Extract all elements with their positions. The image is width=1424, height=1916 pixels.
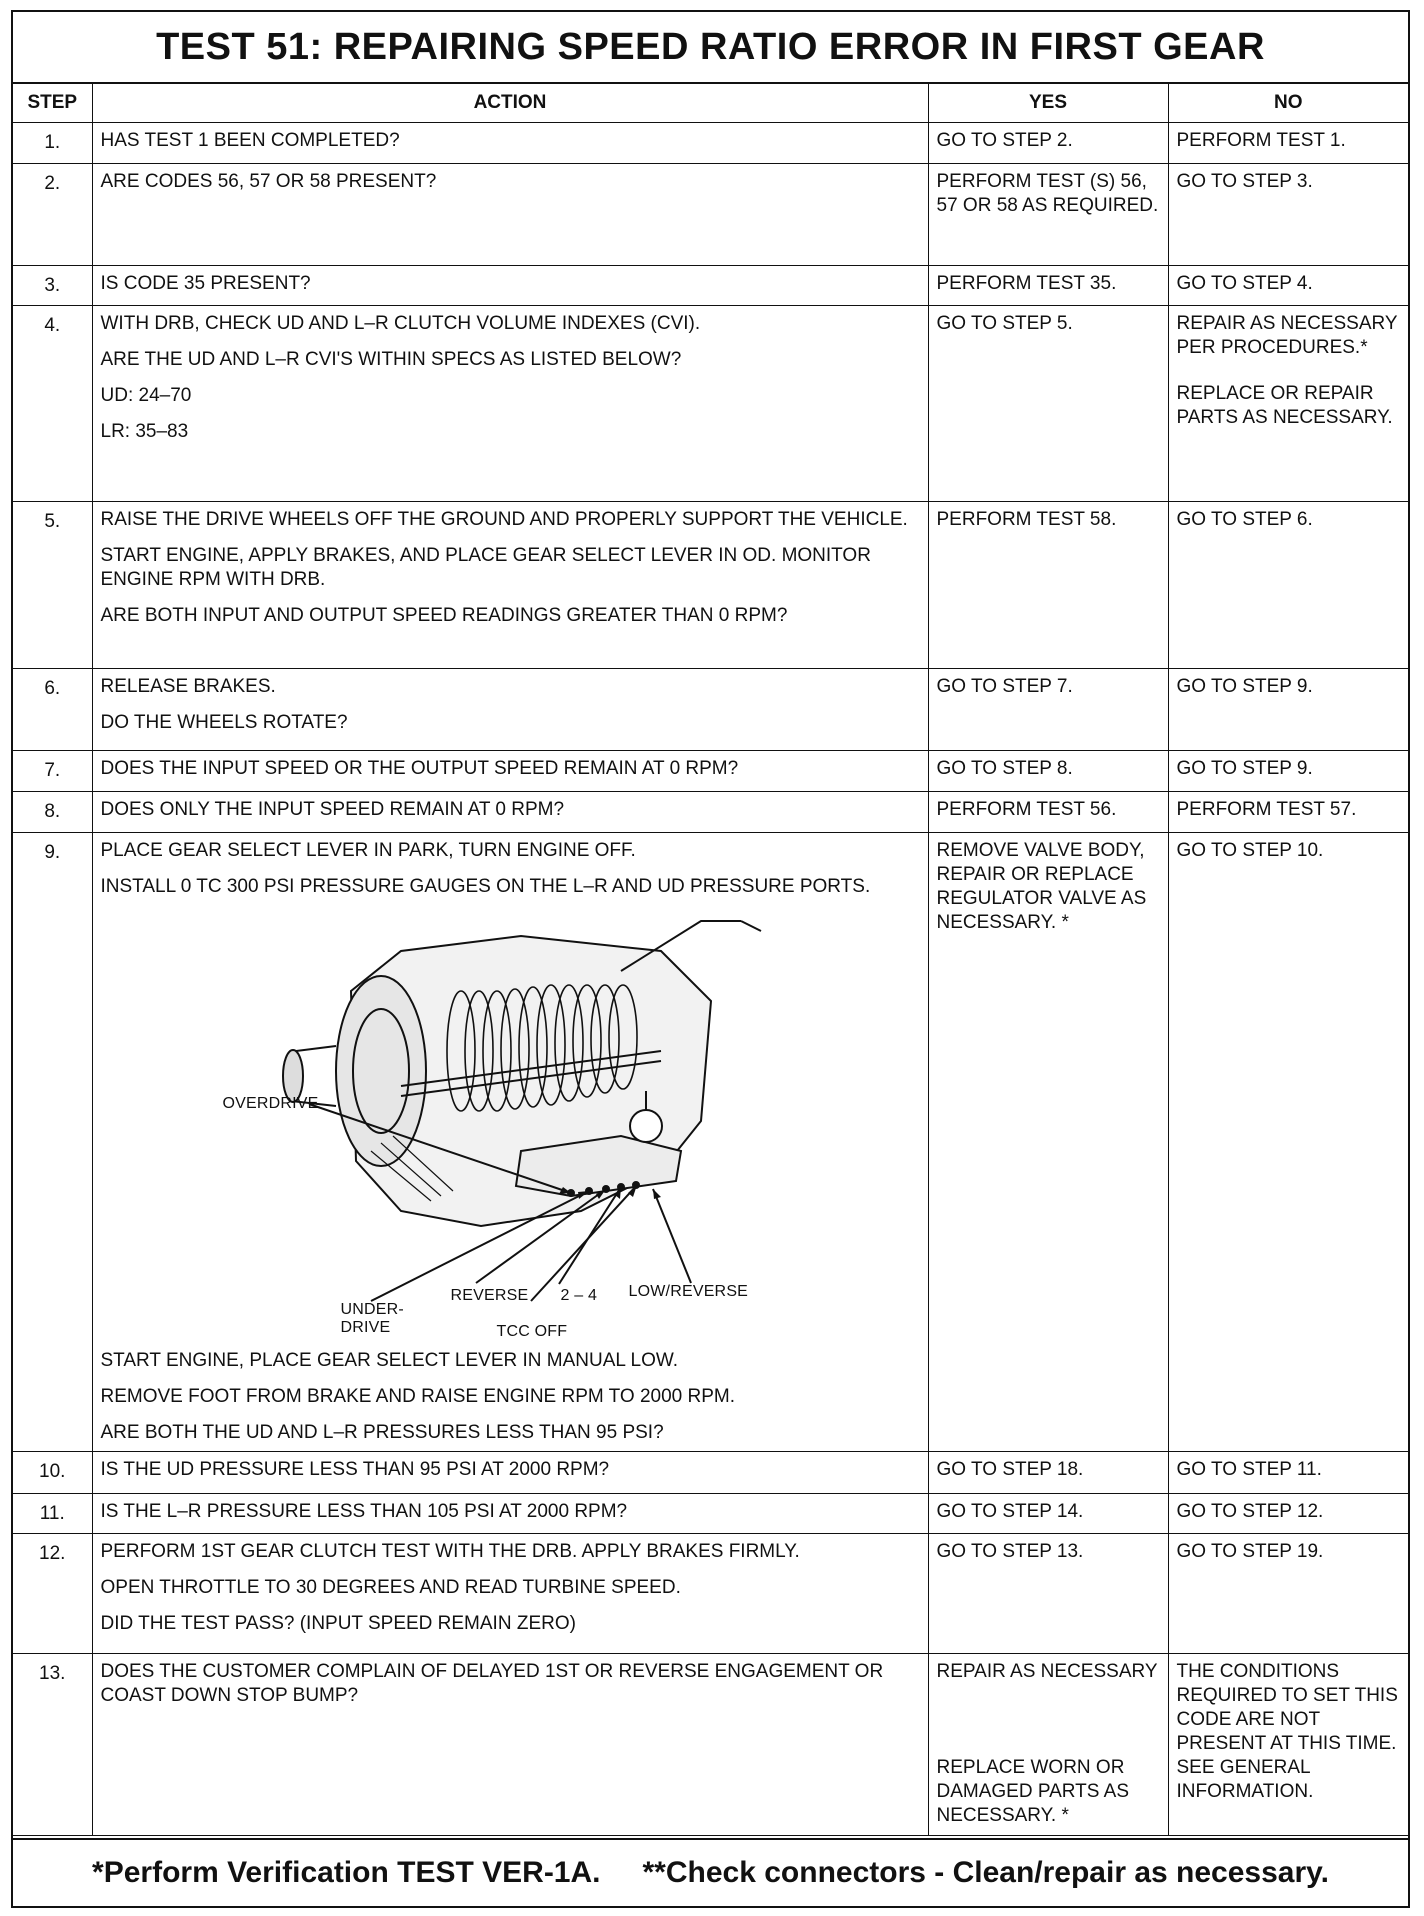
footer-connectors-note: **Check connectors - Clean/repair as necessary. [642, 1856, 1329, 1889]
no-cell [1168, 1494, 1408, 1534]
no-text: GO TO STEP 19. [1176, 1541, 1324, 1562]
yes-text: GO TO STEP 14. [936, 1501, 1084, 1522]
yes-text: GO TO STEP 18. [936, 1459, 1084, 1480]
step-number: 8. [13, 792, 92, 833]
yes-cell [928, 266, 1168, 306]
yes-text: GO TO STEP 5. [936, 313, 1073, 334]
no-text: REPLACE OR REPAIR PARTS AS NECESSARY. [1176, 383, 1393, 428]
action-cell [92, 1494, 928, 1534]
action-text: RAISE THE DRIVE WHEELS OFF THE GROUND AND PROPERLY SUPPORT THE VEHICLE. [100, 509, 908, 530]
table-row [13, 751, 1408, 792]
transmission-illustration [101, 911, 861, 1341]
label-underdrive-2: DRIVE [340, 1319, 391, 1336]
yes-text: PERFORM TEST 58. [936, 509, 1117, 530]
action-cell [92, 751, 928, 792]
yes-text: REPAIR AS NECESSARY [936, 1661, 1158, 1682]
no-cell [1168, 502, 1408, 669]
header-step: STEP [13, 84, 92, 123]
yes-cell [928, 792, 1168, 833]
test-sheet [11, 10, 1410, 1908]
action-text: DOES ONLY THE INPUT SPEED REMAIN AT 0 RPM? [100, 799, 565, 820]
action-text: PERFORM 1ST GEAR CLUTCH TEST WITH THE DRB. APPLY BRAKES FIRMLY. [100, 1541, 800, 1562]
no-text: GO TO STEP 9. [1176, 758, 1313, 779]
yes-cell [928, 164, 1168, 266]
action-cell [92, 502, 928, 669]
label-reverse: REVERSE [450, 1287, 529, 1304]
action-text: DID THE TEST PASS? (INPUT SPEED REMAIN ZERO) [100, 1613, 576, 1634]
footer-note [13, 1838, 1408, 1906]
yes-cell [928, 1452, 1168, 1494]
step-number: 6. [13, 669, 92, 751]
label-tcc-off: TCC OFF [496, 1323, 568, 1340]
no-text: PERFORM TEST 1. [1176, 130, 1346, 151]
action-text: IS THE L–R PRESSURE LESS THAN 105 PSI AT 2000 RPM? [100, 1501, 628, 1522]
table-row [13, 502, 1408, 669]
header-action: ACTION [92, 84, 928, 123]
step-number: 3. [13, 266, 92, 306]
action-cell [92, 266, 928, 306]
yes-cell [928, 751, 1168, 792]
no-cell [1168, 1452, 1408, 1494]
table-row [13, 833, 1408, 1452]
action-cell [92, 1452, 928, 1494]
no-cell [1168, 164, 1408, 266]
transmission-diagram [101, 911, 861, 1341]
table-header-row [13, 84, 1408, 123]
table-row [13, 669, 1408, 751]
yes-cell [928, 1494, 1168, 1534]
action-cell [92, 669, 928, 751]
table-row [13, 266, 1408, 306]
footer-verification-note: *Perform Verification TEST VER-1A. [92, 1856, 601, 1889]
action-text: PLACE GEAR SELECT LEVER IN PARK, TURN ENGINE OFF. [100, 840, 636, 861]
no-text: REPAIR AS NECESSARY PER PROCEDURES.* [1176, 313, 1398, 358]
yes-text: GO TO STEP 7. [936, 676, 1073, 697]
action-text: ARE BOTH INPUT AND OUTPUT SPEED READINGS GREATER THAN 0 RPM? [100, 605, 788, 626]
yes-text: PERFORM TEST (S) 56, 57 OR 58 AS REQUIRED. [936, 171, 1159, 216]
step-number: 5. [13, 502, 92, 669]
action-text: REMOVE FOOT FROM BRAKE AND RAISE ENGINE RPM TO 2000 RPM. [100, 1386, 736, 1407]
yes-cell [928, 1534, 1168, 1654]
action-cell [92, 1654, 928, 1836]
step-number: 2. [13, 164, 92, 266]
table-row [13, 1654, 1408, 1836]
action-text: IS THE UD PRESSURE LESS THAN 95 PSI AT 2000 RPM? [100, 1459, 610, 1480]
action-text: ARE BOTH THE UD AND L–R PRESSURES LESS THAN 95 PSI? [100, 1422, 664, 1443]
action-text: IS CODE 35 PRESENT? [100, 273, 311, 294]
step-number: 12. [13, 1534, 92, 1654]
no-cell [1168, 123, 1408, 164]
table-row [13, 1494, 1408, 1534]
action-text: UD: 24–70 [100, 385, 192, 406]
yes-text: GO TO STEP 13. [936, 1541, 1084, 1562]
yes-text: REPLACE WORN OR DAMAGED PARTS AS NECESSARY. * [936, 1757, 1130, 1826]
header-no: NO [1168, 84, 1408, 123]
no-text: GO TO STEP 4. [1176, 273, 1313, 294]
action-text: WITH DRB, CHECK UD AND L–R CLUTCH VOLUME INDEXES (CVI). [100, 313, 701, 334]
no-text: GO TO STEP 11. [1176, 1459, 1322, 1480]
yes-text: GO TO STEP 2. [936, 130, 1073, 151]
step-number: 1. [13, 123, 92, 164]
no-cell [1168, 792, 1408, 833]
yes-text: PERFORM TEST 35. [936, 273, 1117, 294]
action-cell [92, 164, 928, 266]
yes-cell [928, 833, 1168, 1452]
table-row [13, 123, 1408, 164]
step-number: 7. [13, 751, 92, 792]
yes-text: REMOVE VALVE BODY, REPAIR OR REPLACE REGULATOR VALVE AS NECESSARY. * [936, 840, 1147, 933]
label-underdrive-1: UNDER- [340, 1301, 404, 1318]
yes-text: GO TO STEP 8. [936, 758, 1073, 779]
label-low-reverse: LOW/REVERSE [628, 1283, 749, 1300]
yes-cell [928, 669, 1168, 751]
action-text: START ENGINE, PLACE GEAR SELECT LEVER IN MANUAL LOW. [100, 1350, 679, 1371]
table-row [13, 1452, 1408, 1494]
table-row [13, 792, 1408, 833]
action-text: INSTALL 0 TC 300 PSI PRESSURE GAUGES ON THE L–R AND UD PRESSURE PORTS. [100, 876, 871, 897]
action-cell [92, 833, 928, 1452]
step-number: 10. [13, 1452, 92, 1494]
no-text: GO TO STEP 10. [1176, 840, 1324, 861]
no-cell [1168, 1654, 1408, 1836]
header-yes: YES [928, 84, 1168, 123]
action-cell [92, 792, 928, 833]
action-cell [92, 123, 928, 164]
no-cell [1168, 266, 1408, 306]
procedure-table [13, 84, 1408, 1836]
action-text: DOES THE INPUT SPEED OR THE OUTPUT SPEED REMAIN AT 0 RPM? [100, 758, 739, 779]
label-overdrive: OVERDRIVE [222, 1095, 319, 1112]
no-cell [1168, 1534, 1408, 1654]
no-cell [1168, 833, 1408, 1452]
step-number: 4. [13, 306, 92, 502]
no-cell [1168, 306, 1408, 502]
no-text: GO TO STEP 6. [1176, 509, 1313, 530]
step-number: 11. [13, 1494, 92, 1534]
yes-cell [928, 502, 1168, 669]
label-2-4: 2 – 4 [560, 1287, 598, 1304]
table-row [13, 306, 1408, 502]
action-text: LR: 35–83 [100, 421, 189, 442]
table-row [13, 1534, 1408, 1654]
yes-cell [928, 306, 1168, 502]
no-text: THE CONDITIONS REQUIRED TO SET THIS CODE ARE NOT PRESENT AT THIS TIME. SEE GENERAL INFORMATION. [1176, 1661, 1398, 1802]
no-text: GO TO STEP 9. [1176, 676, 1313, 697]
action-text: ARE CODES 56, 57 OR 58 PRESENT? [100, 171, 437, 192]
no-cell [1168, 669, 1408, 751]
page-title: TEST 51: REPAIRING SPEED RATIO ERROR IN FIRST GEAR [13, 12, 1408, 84]
action-cell [92, 1534, 928, 1654]
action-text: OPEN THROTTLE TO 30 DEGREES AND READ TURBINE SPEED. [100, 1577, 681, 1598]
action-text: START ENGINE, APPLY BRAKES, AND PLACE GEAR SELECT LEVER IN OD. MONITOR ENGINE RPM WITH DRB. [100, 545, 871, 590]
no-text: PERFORM TEST 57. [1176, 799, 1357, 820]
yes-text: PERFORM TEST 56. [936, 799, 1117, 820]
action-cell [92, 306, 928, 502]
step-number: 9. [13, 833, 92, 1452]
table-row [13, 164, 1408, 266]
step-number: 13. [13, 1654, 92, 1836]
action-text: DO THE WHEELS ROTATE? [100, 712, 348, 733]
no-text: GO TO STEP 12. [1176, 1501, 1324, 1522]
action-text: RELEASE BRAKES. [100, 676, 276, 697]
yes-cell [928, 1654, 1168, 1836]
yes-cell [928, 123, 1168, 164]
action-text: DOES THE CUSTOMER COMPLAIN OF DELAYED 1ST OR REVERSE ENGAGEMENT OR COAST DOWN STOP BUMP? [100, 1661, 884, 1706]
no-text: GO TO STEP 3. [1176, 171, 1313, 192]
no-cell [1168, 751, 1408, 792]
action-text: ARE THE UD AND L–R CVI'S WITHIN SPECS AS LISTED BELOW? [100, 349, 682, 370]
action-text: HAS TEST 1 BEEN COMPLETED? [100, 130, 400, 151]
